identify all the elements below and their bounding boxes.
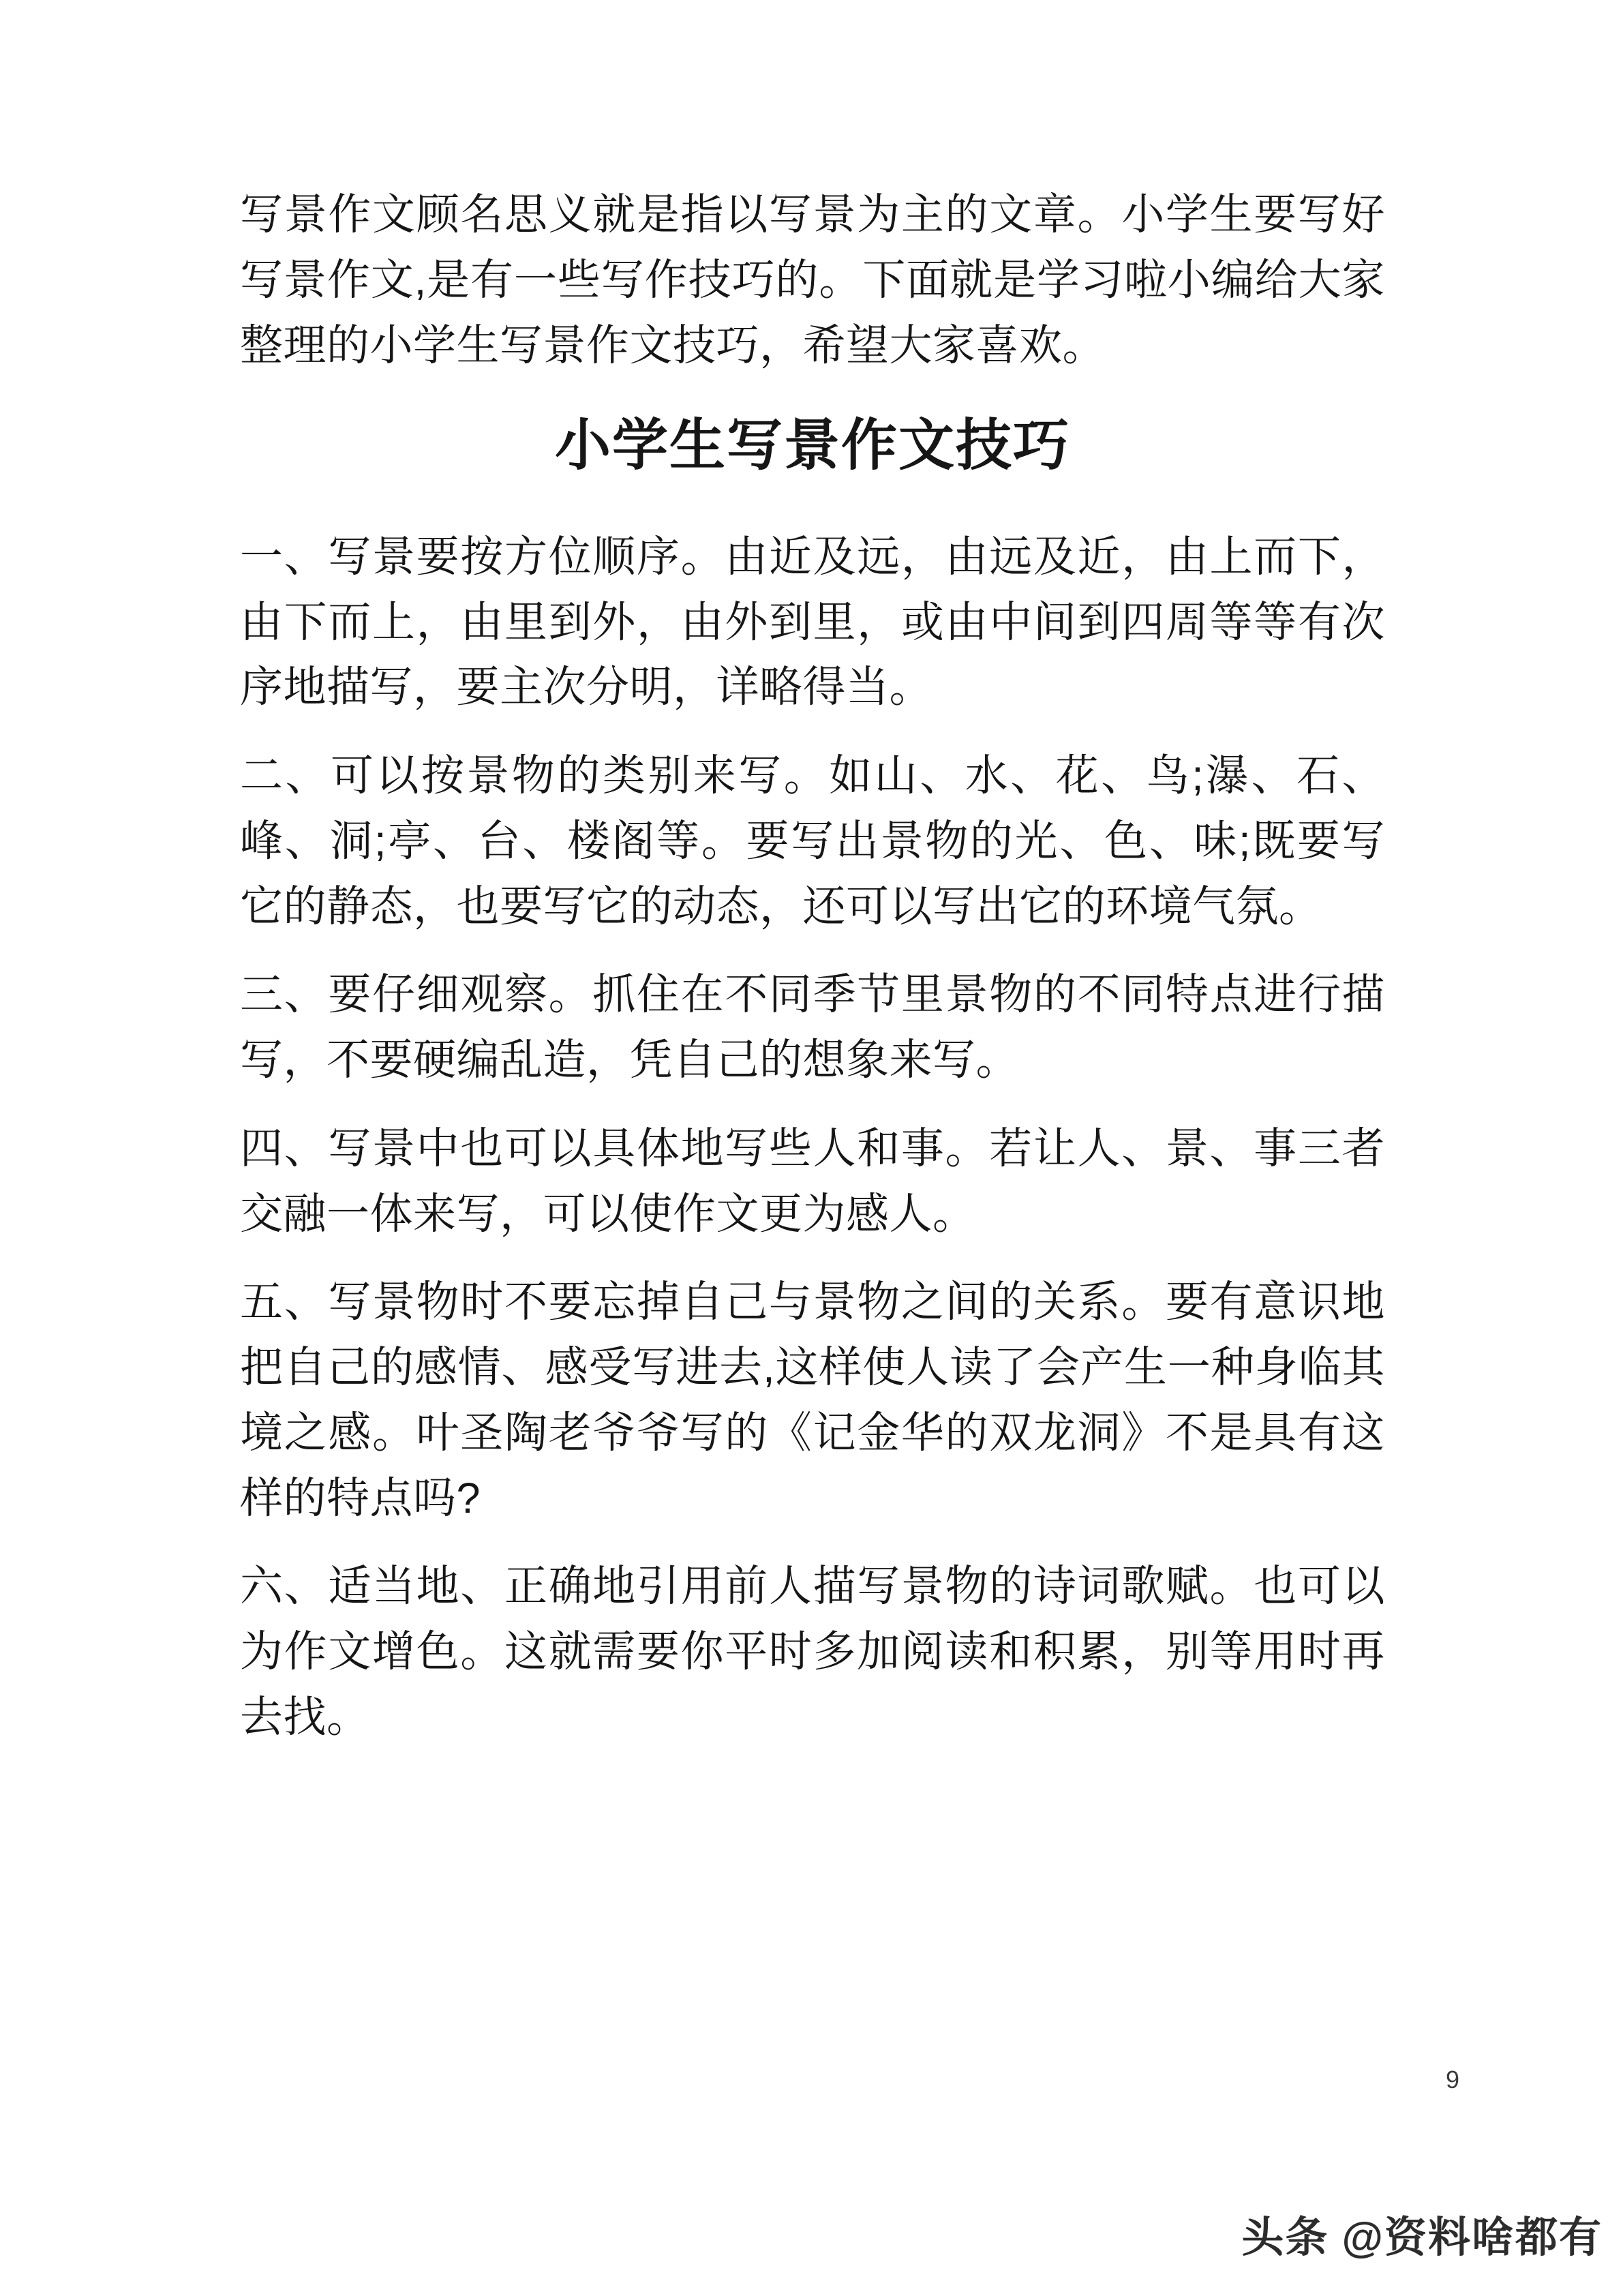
section-paragraph-5: 五、写景物时不要忘掉自己与景物之间的关系。要有意识地把自己的感情、感受写进去,这样使人读了会产生一种身临其境之感。叶圣陶老爷爷写的《记金华的双龙洞》不是具有这样的特点吗? — [240, 1278, 1385, 1522]
section-paragraph-1: 一、写景要按方位顺序。由近及远，由远及近，由上而下，由下而上，由里到外，由外到里，或由中间到四周等等有次序地描写，要主次分明，详略得当。 — [240, 532, 1385, 712]
page-title: 小学生写景作文技巧 — [554, 414, 1070, 477]
intro-paragraph: 写景作文顾名思义就是指以写景为主的文章。小学生要写好写景作文,是有一些写作技巧的。下面就是学习啦小编给大家整理的小学生写景作文技巧，希望大家喜欢。 — [240, 191, 1385, 369]
document-content — [240, 0, 1385, 1751]
section-paragraph-4: 四、写景中也可以具体地写些人和事。若让人、景、事三者交融一体来写，可以使作文更为感人。 — [240, 1124, 1385, 1238]
watermark: 头条 @资料啥都有 — [1241, 2214, 1603, 2261]
section-paragraph-6: 六、适当地、正确地引用前人描写景物的诗词歌赋。也可以为作文增色。这就需要你平时多加阅读和积累，别等用时再去找。 — [240, 1562, 1385, 1741]
section-paragraph-3: 三、要仔细观察。抓住在不同季节里景物的不同特点进行描写，不要硬编乱造，凭自己的想象来写。 — [240, 971, 1385, 1085]
page-number: 9 — [1445, 2066, 1459, 2094]
section-paragraph-2: 二、可以按景物的类别来写。如山、水、花、鸟;瀑、石、峰、洞;亭、台、楼阁等。要写出景物的光、色、味;既要写它的静态，也要写它的动态，还可以写出它的环境气氛。 — [240, 752, 1385, 931]
